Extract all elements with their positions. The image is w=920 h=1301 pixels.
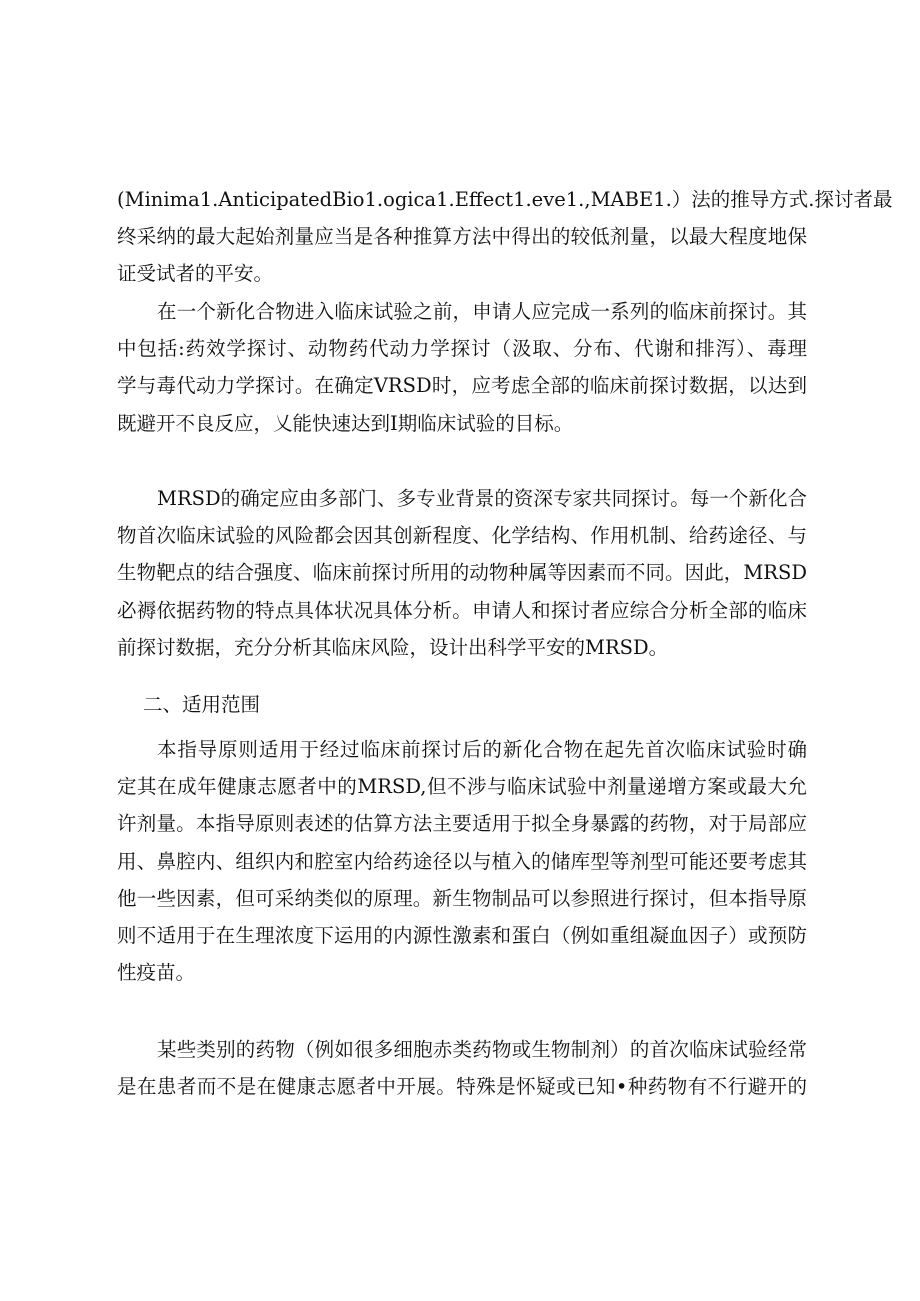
paragraph-line: 在一个新化合物进入临床试验之前，申请人应完成一系列的临床前探讨。其 (157, 300, 807, 323)
paragraph-line: 性疫苗。 (117, 961, 196, 985)
paragraph-line: 终采纳的最大起始剂量应当是各种推算方法中得出的较低剂量，以最大程度地保 (117, 225, 807, 249)
paragraph-line: 用、鼻腔内、组织内和腔室内给药途径以与植入的储库型等剂型可能还要考虑其 (117, 849, 807, 873)
paragraph-line: 物首次临床试验的风险都会因其创新程度、化学结构、作用机制、给药途径、与 (117, 524, 807, 548)
paragraph-line: 既避开不良反应，乂能快速达到I期临床试验的目标。 (117, 411, 574, 435)
paragraph-line: 前探讨数据，充分分析其临床风险，设计出科学平安的MRSD。 (117, 635, 669, 659)
paragraph-line: MRSD的确定应由多部门、多专业背景的资深专家共同探讨。每一个新化合 (157, 487, 807, 510)
paragraph-line: 必褥依据药物的特点具体状况具体分析。申请人和探讨者应综合分析全部的临床 (117, 598, 807, 622)
paragraph-line: 中包括:药效学探讨、动物药代动力学探讨（汲取、分布、代谢和排泻）、毒理 (117, 337, 807, 361)
paragraph-scope (117, 731, 807, 991)
paragraph-line: 定其在成年健康志愿者中的MRSD,但不涉与临床试验中剂量递增方案或最大允 (117, 775, 807, 799)
paragraph-line: 他一些因素，但可采纳类似的原理。新生物制品可以参照进行探讨，但本指导原 (117, 886, 807, 910)
paragraph-line: (Minima1.AnticipatedBio1.ogica1.Effect1.eve1.,MABE1.）法的推导方式.探讨者最 (117, 188, 893, 211)
paragraph-line: 学与毒代动力学探讨。在确定VRSD时，应考虑全部的临床前探讨数据，以达到 (117, 374, 807, 398)
paragraph-line: 则不适用于在生理浓度下运用的内源性激素和蛋白（例如重组凝血因子）或预防 (117, 923, 807, 947)
paragraph-mabel-method (117, 181, 893, 293)
paragraph-line: 许剂量。本指导原则表述的估算方法主要适用于拟全身暴露的药物，对于局部应 (117, 812, 807, 836)
paragraph-line: 是在患者而不是在健康志愿者中开展。特殊是怀疑或已知•种药物有不行避开的 (117, 1075, 807, 1099)
paragraph-patient-trials (117, 1031, 807, 1105)
paragraph-mrsd-determination (117, 480, 807, 666)
paragraph-preclinical-studies (117, 293, 807, 442)
section-heading-scope: 二、适用范围 (143, 693, 261, 716)
paragraph-line: 本指导原则适用于经过临床前探讨后的新化合物在起先首次临床试验时确 (157, 738, 807, 761)
paragraph-line: 生物靶点的结合强度、临床前探讨所用的动物种属等因素而不同。因此，MRSD (117, 561, 807, 585)
paragraph-line: 某些类别的药物（例如很多细胞赤类药物或生物制剂）的首次临床试验经常 (157, 1038, 807, 1061)
paragraph-line: 证受试者的平安。 (117, 262, 274, 286)
